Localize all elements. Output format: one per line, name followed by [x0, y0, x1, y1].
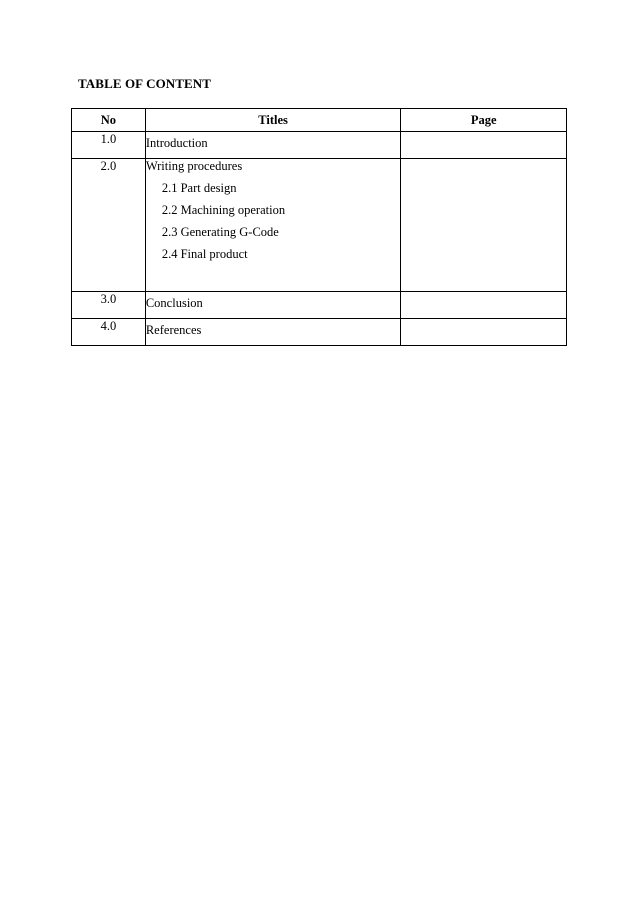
table-row — [72, 319, 567, 346]
row-number: 3.0 — [72, 292, 146, 319]
row-page — [401, 132, 567, 159]
column-header-no: No — [72, 109, 146, 132]
row-title-cell — [145, 159, 401, 292]
row-title: Writing procedures — [145, 159, 243, 173]
column-header-titles: Titles — [145, 109, 401, 132]
row-page — [401, 292, 567, 319]
table-of-contents — [71, 108, 567, 346]
table-row — [72, 159, 567, 292]
row-number: 1.0 — [72, 132, 146, 159]
row-title: Conclusion — [145, 292, 401, 319]
row-page — [401, 159, 567, 292]
document-heading: TABLE OF CONTENT — [78, 76, 212, 91]
row-number: 4.0 — [72, 319, 146, 346]
row-title: Introduction — [145, 132, 401, 159]
table-row — [72, 292, 567, 319]
row-number: 2.0 — [72, 159, 146, 292]
table-header-row — [72, 109, 567, 132]
subitem: 2.1 Part design — [161, 181, 237, 195]
column-header-page: Page — [401, 109, 567, 132]
subitem: 2.3 Generating G-Code — [161, 225, 279, 239]
row-page — [401, 319, 567, 346]
table-row — [72, 132, 567, 159]
row-title: References — [145, 319, 401, 346]
subitem: 2.4 Final product — [161, 247, 248, 261]
subitem: 2.2 Machining operation — [161, 203, 286, 217]
